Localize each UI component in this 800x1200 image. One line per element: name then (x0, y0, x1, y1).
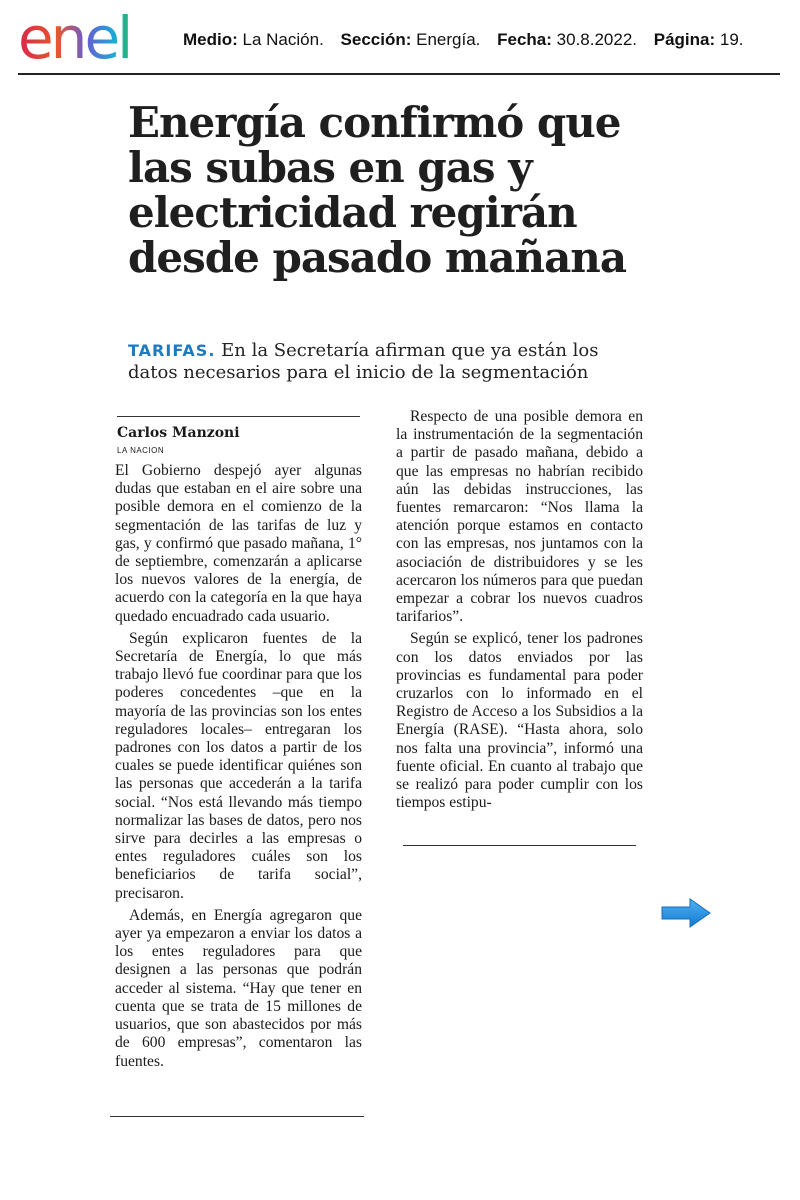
paragraph: Según explicaron fuentes de la Secretaría de Energía, lo que más trabajo llevó fue coordinar para que los poderes concedentes –que en la mayoría de las provincias son los entes reguladores locales– entregaran los padrones con los datos a partir de los cuales se puede identificar quiénes son las personas que accederán a la tarifa social. “Nos está llevando más tiempo normalizar las bases de datos, pero nos sirve para decirles a las empresas o entes reguladores cuáles son los beneficiarios de tarifa social”, precisaron. (115, 629, 362, 902)
column-end-rule (403, 845, 636, 846)
article-column-2 (396, 408, 643, 816)
paragraph: Según se explicó, tener los padrones con los datos enviados por las provincias es fundamental para poder cruzarlos con lo informado en el Registro de Acceso a los Subsidios a la Energía (RASE). “Hasta ahora, solo nos falta una provincia”, informó una fuente oficial. En cuanto al trabajo que se realizó para poder cumplir con los tiempos estipu- (396, 630, 643, 812)
medio-label: Medio: (183, 30, 238, 49)
article-column-1 (115, 462, 362, 1075)
arrow-right-icon[interactable] (660, 897, 712, 929)
svg-text:enel: enel (18, 8, 131, 66)
kicker-text: En la Secretaría afirman que ya están los datos necesarios para el inicio de la segmentación (128, 340, 599, 383)
clipping-header (0, 0, 800, 76)
byline-rule (117, 416, 360, 417)
header-divider (18, 73, 780, 75)
paragraph: Además, en Energía agregaron que ayer ya empezaron a enviar los datos a los entes reguladores para que designen a las personas que podrán acceder al sistema. “Hay que tener en cuenta que se trata de 15 millones de usuarios, que son abastecidos por más de 600 empresas”, comentaron las fuentes. (115, 906, 362, 1070)
paragraph: Respecto de una posible demora en la instrumentación de la segmentación a partir de pasado mañana, debido a que las empresas no habrían recibido aún las debidas instrucciones, las fuentes remarcaron: “Nos llama la atención porque estamos en contacto con las empresas, nos juntamos con la asociación de distribuidores y se les acercaron los números para que puedan empezar a cobrar los nuevos cuadros tarifarios”. (396, 408, 643, 626)
medio-value: La Nación. (242, 30, 324, 49)
clipping-meta (183, 30, 744, 50)
author-outlet: LA NACION (117, 446, 165, 455)
fecha-value: 30.8.2022. (556, 30, 638, 49)
fecha-label: Fecha: (497, 30, 552, 49)
column-end-rule (110, 1116, 364, 1117)
pagina-value: 19. (719, 30, 744, 49)
paragraph: El Gobierno despejó ayer algunas dudas que estaban en el aire sobre una posible demora en el comienzo de la segmentación de las tarifas de luz y gas, y confirmó que pasado mañana, 1° de septiembre, comenzarán a aplicarse los nuevos valores de la energía, de acuerdo con la categoría en la que haya quedado encuadrado cada usuario. (115, 462, 362, 625)
enel-logo-mark (18, 8, 168, 66)
pagina-label: Página: (653, 30, 716, 49)
article-headline: Energía confirmó que las subas en gas y electricidad regirán desde pasado mañana (128, 98, 627, 282)
seccion-value: Energía. (416, 30, 481, 49)
article-kicker (128, 340, 648, 384)
author-name: Carlos Manzoni (117, 425, 240, 441)
enel-logo (18, 8, 168, 66)
kicker-tag: TARIFAS. (128, 341, 216, 360)
seccion-label: Sección: (340, 30, 412, 49)
